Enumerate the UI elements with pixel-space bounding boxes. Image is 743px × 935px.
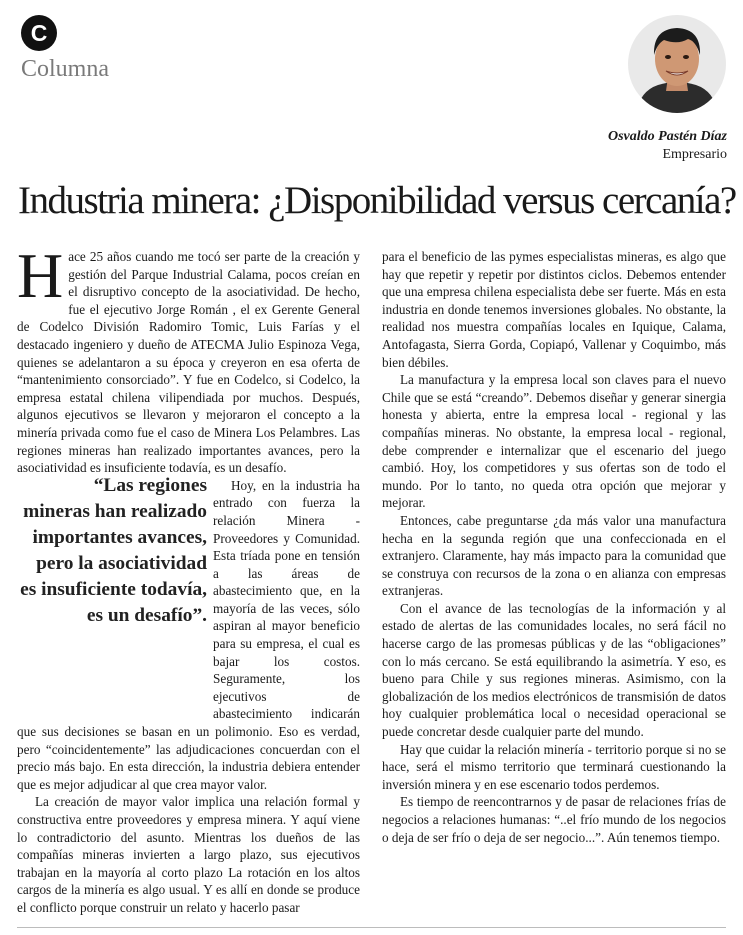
paragraph: Es tiempo de reencontrarnos y de pasar de relaciones frías de negocios a relaciones humanas: “..el frío mundo de los negocios o deja de ser frío o deja de ser negocio...”. Aún tenemos tiempo. xyxy=(382,794,726,845)
paragraph: La creación de mayor valor implica una relación formal y constructiva entre proveedores y empresa minera. Y aquí viene lo contradictorio del asunto. Mientras los dueños de las compañías mineras invierten a largo plazo, sus ejecutivos trabajan en la mayoría al corto plazo La rotación en los altos cargos de la minería es algo usual. Y es allí en donde se produce el conflicto porque construir un relato y hacerlo pasar xyxy=(17,794,360,915)
bottom-divider xyxy=(17,927,726,928)
section-label: Columna xyxy=(21,56,109,82)
author-photo xyxy=(628,15,726,113)
article-column-left xyxy=(17,240,360,917)
article-column-right xyxy=(382,248,726,846)
paragraph: Con el avance de las tecnologías de la información y al estado de alertas de las comunidades locales, no será fácil no hacerse cargo de las promesas públicas y de las “obligaciones” con lo más cercano. Se está equilibrando la asimetría. Y eso, es bueno para Chile y sus regiones mineras. Asimismo, con la globalización de los medios electrónicos de transmisión de datos hoy cualquier problemática local o necesidad operacional se puede concretar desde cualquier parte del mundo. xyxy=(382,600,726,740)
drop-cap: H xyxy=(17,240,64,311)
paragraph: para el beneficio de las pymes especialistas mineras, es algo que hay que repetir y repetir por distintos ciclos. Debemos entender que una empresa chilena especialista debe ser fuerte. Más en esta industria en donde tenemos inversiones globales. No obstante, la realidad nos muestra compañías locales en Iquique, Calama, Antofagasta, Sierra Gorda, Copiapó, Vallenar y Coquimbo, más bien débiles. xyxy=(382,249,726,370)
author-name: Osvaldo Pastén Díaz xyxy=(608,129,727,144)
article-headline: Industria minera: ¿Disponibilidad versus cercanía? xyxy=(18,179,736,222)
column-logo-badge: C xyxy=(21,15,57,51)
paragraph: Hay que cuidar la relación minería - territorio porque si no se hace, será el mismo territorio que terminará cuestionando la inversión minera y en ese escenario todos perdemos. xyxy=(382,741,726,792)
paragraph: Entonces, cabe preguntarse ¿da más valor una manufactura hecha en la segunda región que una confeccionada en el extranjero. Claramente, hay más impacto para la comunidad que se construya con recursos de la zona o en alianza con empresas extranjeras. xyxy=(382,512,726,599)
paragraph-intro: Hace 25 años cuando me tocó ser parte de la creación y gestión del Parque Industrial Calama, pocos creían en el disruptivo concepto de la asociatividad. De hecho, fue el ejecutivo Jorge Román , el ex Gerente General de Codelco División Radomiro Tomic, Luis Farías y el destacado ingeniero y dueño de ATECMA Julio Espinoza Vega, quienes se adelantaron a su época y creyeron en esa oferta de “mantenimiento consorciado”. Y fue en Codelco, si Codelco, la empresa estatal chilena vilipendiada por muchos. Después, algunos ejecutivos se llevaron y mejoraron el concepto a la minería privada como fue el caso de Minera Los Pelambres. Las regiones mineras han realizado importantes avances, pero la asociatividad es insuficiente todavía, es un desafío. xyxy=(17,240,360,476)
paragraph: La manufactura y la empresa local son claves para el nuevo Chile que se está “creando”. Debemos diseñar y generar sinergia honesta y abierta, entre la empresa local - regional y las compañías mineras. No obstante, la empresa local - regional, debe comprender e internalizar que el escenario del juego cambió. Hoy, los competidores y sus ofertas son de todo el mundo. Por lo tanto, no queda otra opción que mejorar y mejorar. xyxy=(382,372,726,511)
author-role: Empresario xyxy=(662,147,727,162)
pull-quote: “Las regiones mineras han realizado importantes avances, pero la asociatividad es insuficiente todavía, es un desafío”. xyxy=(20,474,207,626)
paragraph: “Las regiones mineras han realizado importantes avances, pero la asociatividad es insuficiente todavía, es un desafío”. Hoy, en la industria ha entrado con fuerza la relación Minera - Proveedores y Comunidad. Esta tríada pone en tensión a las áreas de abastecimiento que, en la mayoría de las veces, sólo aspiran al mayor beneficio para su empresa, el cual es bajar los costos. Seguramente, los ejecutivos de abastecimiento indicarán que sus decisiones se basan en un polimonio. Eso es verdad, pero “coincidentemente” las adjudicaciones concuerdan con el precio más bajo. En esta dirección, la industria debiera entender que es mejor adjudicar al que crea mayor valor. xyxy=(17,474,360,792)
author-portrait-image xyxy=(628,15,726,113)
